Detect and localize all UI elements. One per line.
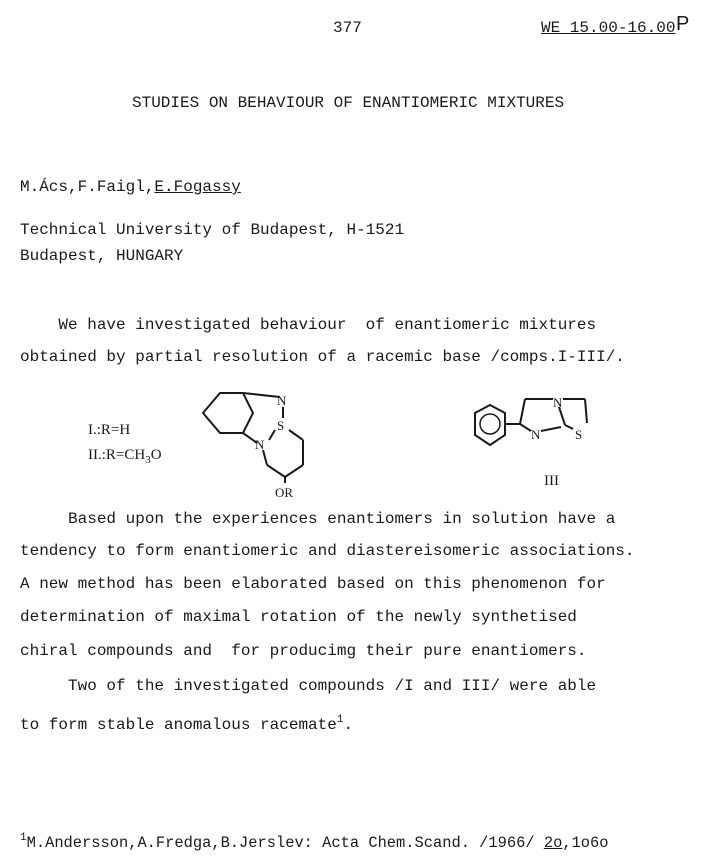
atom-N: N: [531, 427, 541, 442]
footnote-volume: 2o: [543, 834, 563, 852]
body-line: obtained by partial resolution of a racemic base /comps.I-III/.: [20, 348, 625, 366]
structure-III: [455, 395, 635, 465]
label-text: II.:R=CH: [88, 447, 146, 463]
body-line: A new method has been elaborated based on this phenomenon for: [20, 575, 606, 593]
body-line: Two of the investigated compounds /I and III/ were able: [20, 677, 597, 695]
document-title: STUDIES ON BEHAVIOUR OF ENANTIOMERIC MIXTURES: [132, 94, 565, 112]
footnote-pages: ,1o6o: [562, 834, 609, 852]
structure-I-II: [195, 385, 305, 500]
label-subscript: 3: [145, 454, 151, 466]
label-text: O: [150, 447, 162, 463]
body-text: .: [343, 716, 354, 734]
session-code: WE 15.00-16.00: [541, 19, 676, 37]
compound-label-I: I.:R=H: [88, 422, 131, 438]
body-line: chiral compounds and for producimg their pure enantiomers.: [20, 642, 587, 660]
substituent-OR: OR: [275, 485, 294, 500]
authors-list: M.Ács,F.Faigl,: [20, 178, 155, 196]
footnote-mark: 1: [20, 832, 27, 844]
atom-N: N: [277, 393, 287, 408]
body-line: Based upon the experiences enantiomers in solution have a: [20, 510, 616, 528]
body-line: We have investigated behaviour of enantiomeric mixtures: [20, 316, 597, 334]
atom-S: S: [575, 427, 583, 442]
compound-label-III: III: [544, 473, 559, 489]
footnote: [20, 828, 609, 853]
atom-N: N: [255, 437, 265, 452]
body-line: [20, 710, 353, 735]
atom-N: N: [553, 395, 563, 410]
reference-mark: 1: [336, 714, 344, 726]
body-line: tendency to form enantiomeric and diastereisomeric associations.: [20, 542, 635, 560]
presenting-author: E.Fogassy: [154, 178, 241, 196]
presentation-type: P: [676, 13, 690, 35]
affiliation-line: Budapest, HUNGARY: [20, 247, 184, 265]
atom-S: S: [277, 418, 285, 433]
affiliation-line: Technical University of Budapest, H-1521: [20, 221, 405, 239]
body-line: determination of maximal rotation of the newly synthetised: [20, 608, 577, 626]
body-text: to form stable anomalous racemate: [20, 716, 337, 734]
compound-label-II: [88, 445, 162, 470]
footnote-text: M.Andersson,A.Fredga,B.Jerslev: Acta Chem.Scand. /1966/: [26, 834, 544, 852]
authors: [20, 177, 241, 197]
page-number: 377: [333, 19, 362, 37]
